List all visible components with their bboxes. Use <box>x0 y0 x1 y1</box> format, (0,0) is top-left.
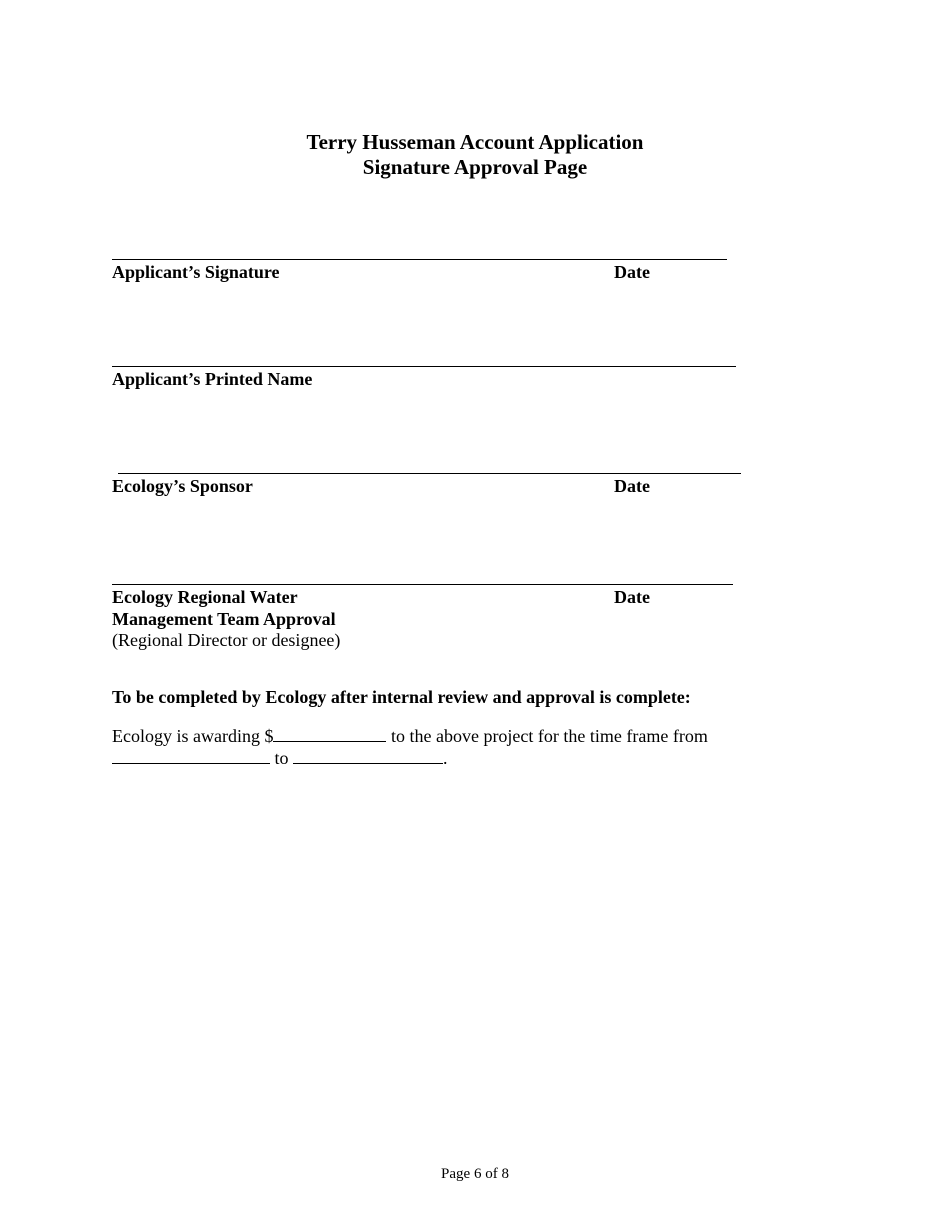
regional-approval-label-line-2: Management Team Approval <box>112 609 336 629</box>
ecology-sponsor-label: Ecology’s Sponsor <box>112 476 253 496</box>
award-text-part-1: Ecology is awarding $ <box>112 726 274 746</box>
award-end-date-blank[interactable] <box>293 749 443 764</box>
award-sentence-line-1 <box>112 726 708 747</box>
award-text-part-3: to <box>270 748 294 768</box>
applicant-printed-name-line[interactable] <box>112 366 736 367</box>
title-line-2: Signature Approval Page <box>362 155 588 179</box>
regional-approval-date-label: Date <box>614 587 650 607</box>
regional-approval-label-line-1: Ecology Regional Water <box>112 587 298 607</box>
applicant-signature-label: Applicant’s Signature <box>112 262 280 282</box>
regional-approval-line[interactable] <box>112 584 733 585</box>
applicant-signature-line[interactable] <box>112 259 727 260</box>
completion-heading: To be completed by Ecology after internal review and approval is complete: <box>112 687 691 707</box>
regional-approval-note: (Regional Director or designee) <box>112 630 341 650</box>
award-start-date-blank[interactable] <box>112 749 270 764</box>
award-sentence-line-2 <box>112 748 448 769</box>
applicant-signature-date-label: Date <box>614 262 650 282</box>
title-line-1: Terry Husseman Account Application <box>306 130 644 154</box>
ecology-sponsor-date-label: Date <box>614 476 650 496</box>
applicant-printed-name-label: Applicant’s Printed Name <box>112 369 313 389</box>
ecology-sponsor-line[interactable] <box>118 473 741 474</box>
page-number: Page 6 of 8 <box>441 1166 509 1182</box>
award-amount-blank[interactable] <box>273 727 386 742</box>
award-text-part-2: to the above project for the time frame from <box>386 726 708 746</box>
award-text-part-4: . <box>443 748 448 768</box>
